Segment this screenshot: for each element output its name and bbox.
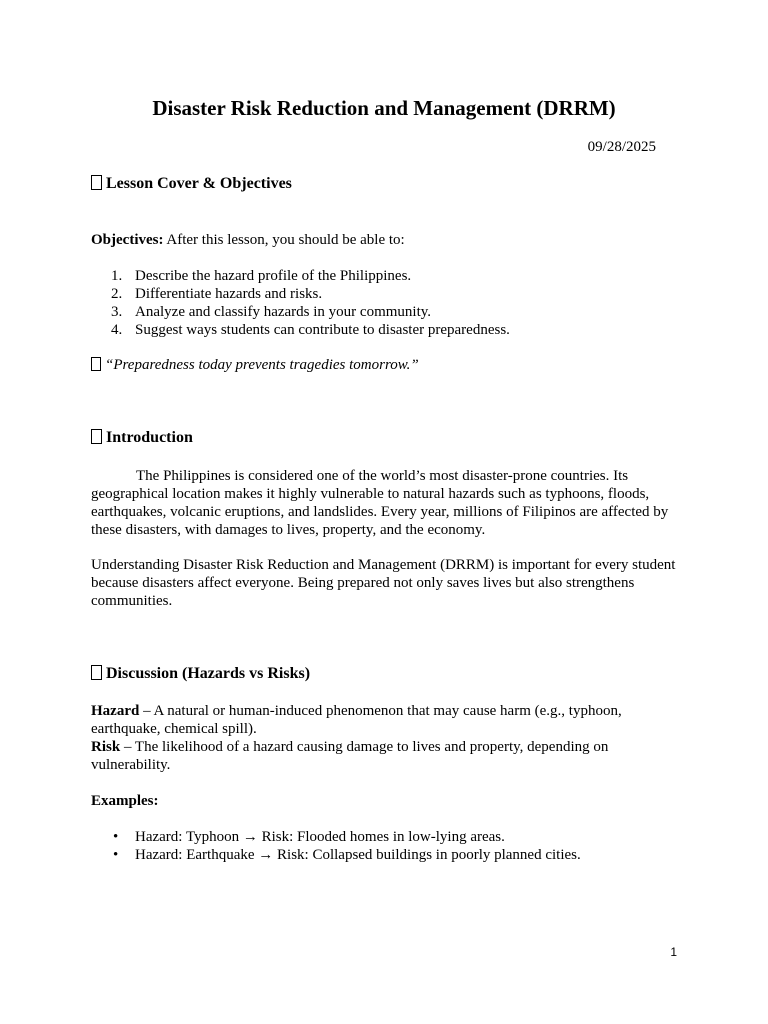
section-heading-discussion [91, 664, 681, 684]
list-item [91, 267, 681, 285]
section-heading-introduction [91, 428, 681, 448]
list-item [91, 828, 681, 846]
document-title: Disaster Risk Reduction and Management (DRRM) [152, 96, 616, 120]
bullet: • [113, 847, 119, 863]
paragraph-text: The Philippines is considered one of the world’s most disaster-prone countries. Its geographical location makes it highly vulnerable to natural hazards such as typhoons, floods, earthquakes, volcanic eruptions, and landslides. Every year, millions of Filipinos are affected by these disasters, with damages to lives, property, and the economy. [91, 468, 669, 538]
risk-definition: – The likelihood of a hazard causing damage to lives and property, depending on vulnerability. [91, 739, 609, 773]
list-number: 2. [111, 286, 123, 302]
hazard-definition: – A natural or human-induced phenomenon that may cause harm (e.g., typhoon, earthquake, chemical spill). [91, 703, 622, 737]
page-number: 1 [670, 945, 677, 959]
list-item-text: Hazard: Typhoon → Risk: Flooded homes in low-lying areas. [135, 829, 505, 845]
missing-glyph-icon [91, 175, 102, 190]
document-date: 09/28/2025 [587, 139, 656, 155]
definition-hazard [91, 702, 681, 738]
examples-label: Examples: [91, 793, 159, 809]
list-item [91, 285, 681, 303]
objectives-list [91, 267, 681, 339]
definition-risk [91, 738, 681, 774]
list-number: 4. [111, 322, 123, 338]
objectives-label: Objectives: [91, 232, 164, 248]
list-number: 3. [111, 304, 123, 320]
paragraph-text: Understanding Disaster Risk Reduction and Management (DRRM) is important for every student because disasters affect everyone. Being prepared not only saves lives but also strengthens communities. [91, 557, 676, 609]
objectives-intro [91, 231, 681, 249]
list-item-text: Hazard: Earthquake → Risk: Collapsed buildings in poorly planned cities. [135, 847, 581, 863]
missing-glyph-icon [91, 665, 102, 680]
objectives-intro-text: After this lesson, you should be able to: [163, 232, 405, 248]
list-item-text: Describe the hazard profile of the Philippines. [135, 268, 412, 284]
section-heading-text: Discussion (Hazards vs Risks) [106, 665, 311, 682]
section-heading-lesson-cover [91, 174, 681, 194]
intro-paragraph-2 [91, 556, 681, 610]
intro-paragraph-1 [91, 467, 681, 539]
missing-glyph-icon [91, 357, 101, 371]
risk-term: Risk [91, 739, 121, 755]
section-heading-text: Introduction [106, 429, 193, 446]
quote-text: “Preparedness today prevents tragedies tomorrow.” [105, 357, 419, 373]
examples-list [91, 828, 681, 864]
list-item-text: Analyze and classify hazards in your community. [135, 304, 432, 320]
list-item [91, 321, 681, 339]
examples-label-block [91, 792, 681, 810]
missing-glyph-icon [91, 429, 102, 444]
list-item [91, 303, 681, 321]
list-item [91, 846, 681, 864]
list-number: 1. [111, 268, 123, 284]
list-item-text: Differentiate hazards and risks. [135, 286, 323, 302]
hazard-term: Hazard [91, 703, 140, 719]
section-heading-text: Lesson Cover & Objectives [106, 175, 292, 192]
list-item-text: Suggest ways students can contribute to disaster preparedness. [135, 322, 510, 338]
quote [91, 356, 681, 374]
bullet: • [113, 829, 119, 845]
